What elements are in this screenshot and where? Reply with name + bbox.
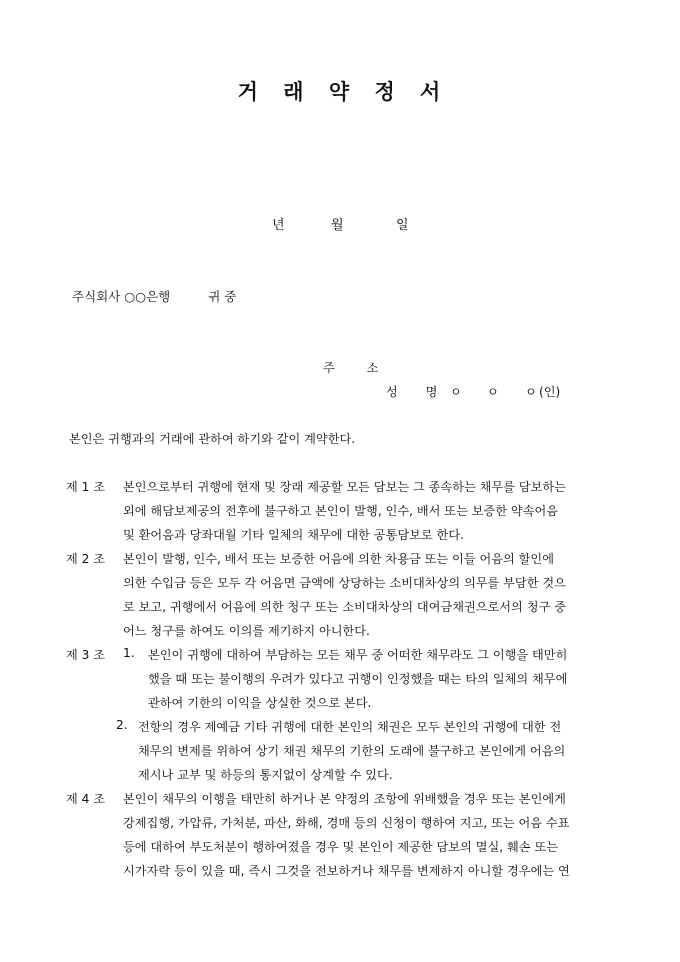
intro-text: 본인은 귀행과의 거래에 관하여 하기와 같이 계약한다. xyxy=(69,432,356,446)
article-3-item-2-line: 전항의 경우 제예금 기타 귀행에 대한 본인의 채권은 모두 본인의 귀행에 대한 전 xyxy=(138,720,562,734)
date-year: 년 xyxy=(272,218,285,233)
article-2-line: 로 보고, 귀행에서 어음에 의한 청구 또는 소비대차상의 대여금채권으로서의 청구 중 xyxy=(123,600,566,614)
name-mark: ㅇ xyxy=(487,385,499,399)
article-4-line: 시가자락 등이 있을 때, 즉시 그것을 전보하거나 채무를 변제하지 아니할 경우에는 연 xyxy=(123,864,570,878)
article-1-line: 외에 해담보제공의 전후에 불구하고 본인이 발행, 인수, 배서 또는 보증한 약속어음 xyxy=(123,504,559,518)
name-mark: ㅇ xyxy=(525,385,537,399)
recipient-honorific: 귀 중 xyxy=(208,289,237,304)
article-4-label: 제 4 조 xyxy=(66,792,106,806)
article-2-line: 의한 수입금 등은 모두 각 어음면 금액에 상당하는 소비대차상의 의무를 부담한 것으 xyxy=(123,576,566,590)
article-1-line: 본인으로부터 귀행에 현재 및 장래 제공할 모든 담보는 그 종속하는 채무를 담보하는 xyxy=(123,480,566,494)
article-2-label: 제 2 조 xyxy=(66,552,106,566)
article-4-line: 본인이 채무의 이행을 태만히 하거나 본 약정의 조항에 위배했을 경우 또는 본인에게 xyxy=(123,792,566,806)
name-mark: ㅇ xyxy=(450,385,462,399)
date-month: 월 xyxy=(331,218,344,233)
article-3-item-1-line: 관하여 기한의 이익을 상실한 것으로 본다. xyxy=(148,696,372,710)
article-3-item-1-num: 1. xyxy=(123,646,135,660)
article-2-line: 본인이 발행, 인수, 배서 또는 보증한 어음에 의한 차용금 또는 이들 어음의 할인에 xyxy=(123,552,554,566)
seal-mark: (인) xyxy=(539,385,561,399)
recipient-bank: 주식회사 ○○은행 xyxy=(72,289,171,304)
article-4-line: 강제집행, 가압류, 가처분, 파산, 화해, 경매 등의 신청이 행하여 지고, 또는 어음 수표 xyxy=(123,816,570,830)
article-1-line: 및 환어음과 당좌대월 기타 일체의 채무에 대한 공통담보로 한다. xyxy=(123,528,464,542)
article-3-item-2-line: 제시나 교부 및 하등의 통지없이 상계할 수 있다. xyxy=(138,768,393,782)
recipient xyxy=(72,287,236,305)
address-label: 주 소 xyxy=(323,361,393,375)
article-4-line: 등에 대하여 부도처분이 행하여졌을 경우 및 본인이 제공한 담보의 멸실, 훼손 또는 xyxy=(123,840,559,854)
document-title: 거 래 약 정 서 xyxy=(237,79,443,104)
article-3-item-1-line: 했을 때 또는 불이행의 우려가 있다고 귀행이 인정했을 때는 타의 일체의 채무에 xyxy=(148,672,568,686)
article-2-line: 어느 청구를 하여도 이의를 제기하지 아니한다. xyxy=(123,624,370,638)
date-day: 일 xyxy=(396,218,409,233)
article-3-item-2-line: 채무의 변제를 위하여 상기 채권 채무의 기한의 도래에 불구하고 본인에게 어음의 xyxy=(138,744,566,758)
article-3-item-1-line: 본인이 귀행에 대하여 부담하는 모든 채무 중 어떠한 채무라도 그 이행을 태만히 xyxy=(148,648,568,662)
name-label: 성 명 xyxy=(386,385,450,399)
article-3-label: 제 3 조 xyxy=(66,648,106,662)
article-3-item-2-num: 2. xyxy=(116,718,128,732)
article-1-label: 제 1 조 xyxy=(66,480,106,494)
